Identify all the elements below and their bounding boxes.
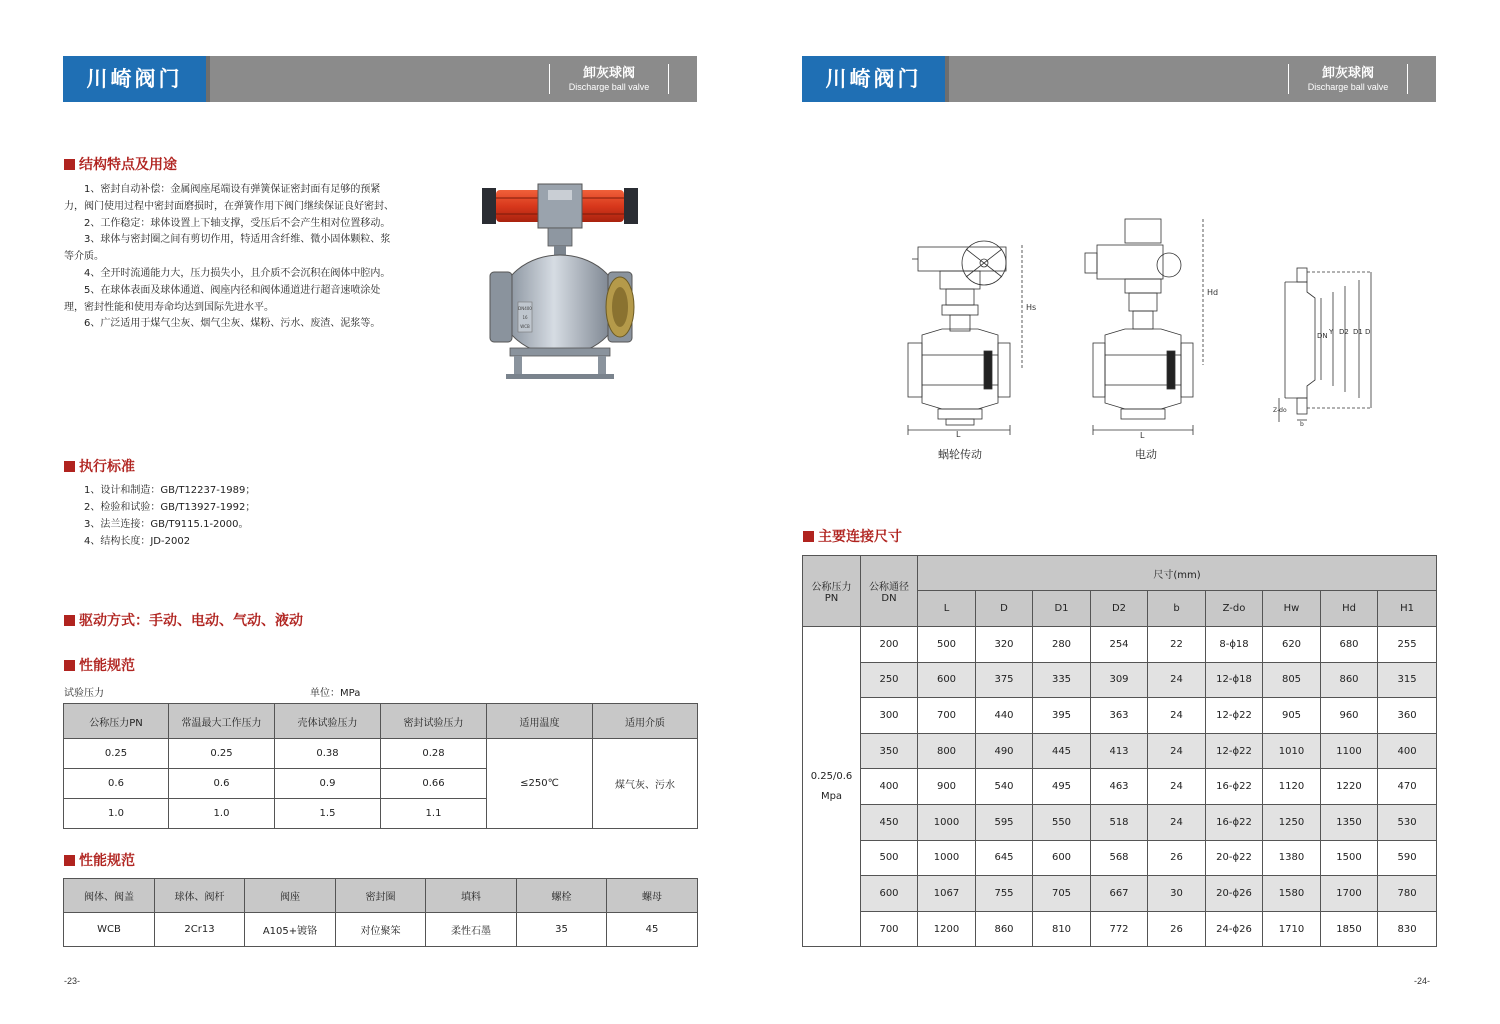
table-cell: 1380 <box>1263 840 1321 876</box>
table-cell: 0.6 <box>169 769 275 799</box>
table-cell: 905 <box>1263 698 1321 734</box>
features-heading: 结构特点及用途 <box>64 154 177 174</box>
diagram-label-l: L <box>1140 431 1145 440</box>
left-header-bar <box>63 56 697 102</box>
section-marker-icon <box>64 159 75 170</box>
table-cell: 595 <box>976 804 1033 840</box>
unit-label: 单位：MPa <box>310 688 361 699</box>
table-header: 公称压力PN <box>64 704 169 739</box>
table-cell: 315 <box>1378 662 1437 698</box>
standards-heading: 执行标准 <box>64 456 135 476</box>
materials-table <box>63 878 698 947</box>
table-cell: 1700 <box>1321 876 1378 912</box>
table-cell: 20-ϕ22 <box>1206 840 1263 876</box>
table-cell: 45 <box>607 913 698 947</box>
table-cell: 568 <box>1091 840 1148 876</box>
table-cell: 1220 <box>1321 769 1378 805</box>
left-header-cn: 卸灰球阀 <box>582 66 635 81</box>
table-cell: 1850 <box>1321 911 1378 947</box>
section-marker-icon <box>64 660 75 671</box>
feature-item: 1、密封自动补偿：金属阀座尾端设有弹簧保证密封面有足够的预紧力，阀门使用过程中密封面磨损时，在弹簧作用下阀门继续保证良好密封、 <box>64 184 394 212</box>
table-cell: 400 <box>1378 733 1437 769</box>
table-cell: 1.0 <box>169 799 275 829</box>
table-cell: 463 <box>1091 769 1148 805</box>
table-header: 适用温度 <box>487 704 593 739</box>
table-cell: 16-ϕ22 <box>1206 804 1263 840</box>
table-cell: 35 <box>517 913 607 947</box>
standards-list <box>64 482 399 550</box>
drive-heading: 驱动方式：手动、电动、气动、液动 <box>64 610 303 630</box>
table-cell: 1500 <box>1321 840 1378 876</box>
table-cell: 255 <box>1378 627 1437 663</box>
size-header: 尺寸(mm) <box>918 556 1437 591</box>
table-cell: 1.1 <box>381 799 487 829</box>
table-cell: 755 <box>976 876 1033 912</box>
table-cell: 360 <box>1378 698 1437 734</box>
section-marker-icon <box>803 531 814 542</box>
table-cell: 0.25 <box>64 739 169 769</box>
section-marker-icon <box>64 615 75 626</box>
table-cell: 1350 <box>1321 804 1378 840</box>
column-header: Hw <box>1263 591 1321 627</box>
table-cell: 530 <box>1378 804 1437 840</box>
table-cell: 500 <box>918 627 976 663</box>
table-row <box>803 662 1437 698</box>
page-number: -23- <box>64 976 81 986</box>
dn-header: 公称通径DN <box>861 556 918 627</box>
table-row <box>803 698 1437 734</box>
table-cell: 445 <box>1033 733 1091 769</box>
table-cell: 254 <box>1091 627 1148 663</box>
table-row <box>803 733 1437 769</box>
table-row <box>803 876 1437 912</box>
table-cell: 309 <box>1091 662 1148 698</box>
table-cell: 20-ϕ26 <box>1206 876 1263 912</box>
table-cell: 2Cr13 <box>155 913 245 947</box>
column-header: Hd <box>1321 591 1378 627</box>
right-header-cn: 卸灰球阀 <box>1321 66 1374 81</box>
flange-label: Z-do <box>1273 407 1287 414</box>
table-cell: 24-ϕ26 <box>1206 911 1263 947</box>
table-cell: 1010 <box>1263 733 1321 769</box>
table-cell: 772 <box>1091 911 1148 947</box>
dn-cell: 250 <box>861 662 918 698</box>
flange-label: D1 <box>1353 328 1363 336</box>
right-brand-title: 川崎阀门 <box>802 56 945 102</box>
table-cell: 600 <box>1033 840 1091 876</box>
standard-item: 3、法兰连接：GB/T9115.1-2000。 <box>84 519 249 530</box>
photo-marking: 16 <box>522 315 528 320</box>
dn-cell: 350 <box>861 733 918 769</box>
table-header: 常温最大工作压力 <box>169 704 275 739</box>
dn-cell: 200 <box>861 627 918 663</box>
table-cell: 0.9 <box>275 769 381 799</box>
diagram-label-l: L <box>956 430 961 439</box>
right-header-title <box>1288 64 1408 94</box>
feature-item: 6、广泛适用于煤气尘灰、烟气尘灰、煤粉、污水、废渣、泥浆等。 <box>84 318 381 330</box>
left-header-en: Discharge ball valve <box>568 82 650 92</box>
column-header: D1 <box>1033 591 1091 627</box>
column-header: L <box>918 591 976 627</box>
table-row <box>803 804 1437 840</box>
performance-table <box>63 703 698 829</box>
left-brand-title: 川崎阀门 <box>63 56 206 102</box>
dn-cell: 300 <box>861 698 918 734</box>
standard-item: 1、设计和制造：GB/T12237-1989； <box>84 485 256 496</box>
table-cell: 590 <box>1378 840 1437 876</box>
flange-label: D2 <box>1339 328 1349 336</box>
table-cell: 0.25 <box>169 739 275 769</box>
table-cell: 12-ϕ22 <box>1206 698 1263 734</box>
table-header: 螺母 <box>607 879 698 913</box>
table-cell: 0.6 <box>64 769 169 799</box>
table-cell: 30 <box>1148 876 1206 912</box>
dn-cell: 450 <box>861 804 918 840</box>
table-cell: 柔性石墨 <box>426 913 517 947</box>
table-cell: 24 <box>1148 698 1206 734</box>
left-header-title <box>549 64 669 94</box>
table-header-row <box>64 879 698 913</box>
flange-label: DN <box>1317 332 1328 340</box>
table-header-row <box>803 556 1437 591</box>
table-cell: 495 <box>1033 769 1091 805</box>
table-cell: 280 <box>1033 627 1091 663</box>
performance-heading: 性能规范 <box>64 655 135 675</box>
feature-item: 2、工作稳定：球体设置上下轴支撑，受压后不会产生相对位置移动。 <box>84 217 391 229</box>
flange-label: Y <box>1329 328 1334 336</box>
electric-diagram <box>1085 215 1225 440</box>
table-cell: 24 <box>1148 662 1206 698</box>
table-cell: A105+镀铬 <box>245 913 336 947</box>
table-header: 适用介质 <box>593 704 698 739</box>
table-cell: 680 <box>1321 627 1378 663</box>
table-cell: 1.5 <box>275 799 381 829</box>
table-cell: 800 <box>918 733 976 769</box>
column-header: Z-do <box>1206 591 1263 627</box>
table-cell: 0.38 <box>275 739 381 769</box>
table-cell: 440 <box>976 698 1033 734</box>
table-row <box>803 840 1437 876</box>
flange-diagram <box>1275 262 1385 427</box>
table-cell: 1000 <box>918 840 976 876</box>
table-row <box>803 627 1437 663</box>
table-cell: 0.66 <box>381 769 487 799</box>
table-row <box>64 913 698 947</box>
flange-label: D <box>1365 328 1371 336</box>
table-cell: 860 <box>1321 662 1378 698</box>
table-cell: 395 <box>1033 698 1091 734</box>
pn-header: 公称压力PN <box>803 556 861 627</box>
worm-gear-caption: 蜗轮传动 <box>938 448 982 461</box>
table-cell: 1580 <box>1263 876 1321 912</box>
table-cell: 810 <box>1033 911 1091 947</box>
pressure-value: 0.25/0.6 <box>810 770 853 782</box>
pressure-unit: Mpa <box>820 790 843 802</box>
table-cell: 1.0 <box>64 799 169 829</box>
table-cell: 960 <box>1321 698 1378 734</box>
dimensions-table <box>802 555 1437 947</box>
table-cell: 24 <box>1148 804 1206 840</box>
temperature-cell: ≤250℃ <box>487 739 593 829</box>
dn-cell: 400 <box>861 769 918 805</box>
table-cell: 830 <box>1378 911 1437 947</box>
table-cell: 470 <box>1378 769 1437 805</box>
pressure-cell <box>803 627 861 947</box>
table-cell: 1100 <box>1321 733 1378 769</box>
diagram-label-hd: Hd <box>1207 288 1219 297</box>
table-row <box>803 911 1437 947</box>
page-number: -24- <box>1414 976 1431 986</box>
right-header-bar <box>802 56 1436 102</box>
feature-item: 5、在球体表面及球体通道、阀座内径和阀体通道进行超音速喷涂处理，密封性能和使用寿命均达到国际先进水平。 <box>64 284 381 313</box>
table-header: 球体、阀杆 <box>155 879 245 913</box>
column-header: D2 <box>1091 591 1148 627</box>
table-cell: 16-ϕ22 <box>1206 769 1263 805</box>
table-cell: 24 <box>1148 733 1206 769</box>
table-row <box>803 769 1437 805</box>
materials-heading: 性能规范 <box>64 850 135 870</box>
section-marker-icon <box>64 855 75 866</box>
table-cell: 1120 <box>1263 769 1321 805</box>
table-cell: 860 <box>976 911 1033 947</box>
table-cell: 667 <box>1091 876 1148 912</box>
table-cell: 335 <box>1033 662 1091 698</box>
table-row <box>64 739 698 769</box>
table-cell: 1067 <box>918 876 976 912</box>
table-cell: 1000 <box>918 804 976 840</box>
electric-caption: 电动 <box>1135 448 1157 461</box>
table-cell: 1250 <box>1263 804 1321 840</box>
table-cell: 375 <box>976 662 1033 698</box>
features-list <box>64 182 399 333</box>
diagram-label-hs: Hs <box>1026 303 1037 312</box>
photo-marking: WCB <box>520 324 530 329</box>
table-cell: 413 <box>1091 733 1148 769</box>
table-cell: 550 <box>1033 804 1091 840</box>
table-cell: 805 <box>1263 662 1321 698</box>
table-cell: 600 <box>918 662 976 698</box>
right-header-en: Discharge ball valve <box>1307 82 1389 92</box>
standard-item: 2、检验和试验：GB/T13927-1992； <box>84 502 256 513</box>
flange-label: b <box>1300 421 1304 428</box>
table-cell: 490 <box>976 733 1033 769</box>
table-cell: 24 <box>1148 769 1206 805</box>
column-header: D <box>976 591 1033 627</box>
table-header: 阀座 <box>245 879 336 913</box>
column-header: H1 <box>1378 591 1437 627</box>
table-cell: 518 <box>1091 804 1148 840</box>
table-header: 填料 <box>426 879 517 913</box>
table-header: 密封试验压力 <box>381 704 487 739</box>
table-cell: 540 <box>976 769 1033 805</box>
table-header: 阀体、阀盖 <box>64 879 155 913</box>
table-cell: 0.28 <box>381 739 487 769</box>
column-header: b <box>1148 591 1206 627</box>
table-cell: 26 <box>1148 911 1206 947</box>
feature-item: 3、球体与密封圈之间有剪切作用，特适用含纤维、微小固体颗粒、浆等介质。 <box>64 234 391 263</box>
table-cell: 1200 <box>918 911 976 947</box>
dn-cell: 700 <box>861 911 918 947</box>
table-cell: 对位聚笨 <box>336 913 426 947</box>
table-cell: 705 <box>1033 876 1091 912</box>
table-cell: 26 <box>1148 840 1206 876</box>
table-header: 壳体试验压力 <box>275 704 381 739</box>
table-cell: 780 <box>1378 876 1437 912</box>
test-pressure-label: 试验压力 <box>64 688 104 699</box>
worm-gear-diagram <box>902 225 1052 440</box>
right-page <box>750 0 1500 1024</box>
table-cell: WCB <box>64 913 155 947</box>
dimensions-heading: 主要连接尺寸 <box>803 526 902 546</box>
table-cell: 8-ϕ18 <box>1206 627 1263 663</box>
section-marker-icon <box>64 461 75 472</box>
valve-photo <box>478 180 643 380</box>
table-header: 密封圈 <box>336 879 426 913</box>
table-cell: 320 <box>976 627 1033 663</box>
feature-item: 4、全开时流通能力大，压力损失小，且介质不会沉积在阀体中腔内。 <box>84 267 391 279</box>
dn-cell: 600 <box>861 876 918 912</box>
standard-item: 4、结构长度：JD-2002 <box>84 536 191 547</box>
table-cell: 1710 <box>1263 911 1321 947</box>
table-cell: 12-ϕ22 <box>1206 733 1263 769</box>
table-cell: 700 <box>918 698 976 734</box>
table-cell: 900 <box>918 769 976 805</box>
table-header-row <box>64 704 698 739</box>
medium-cell: 煤气灰、污水 <box>593 739 698 829</box>
table-header: 螺栓 <box>517 879 607 913</box>
table-cell: 22 <box>1148 627 1206 663</box>
table-cell: 645 <box>976 840 1033 876</box>
dn-cell: 500 <box>861 840 918 876</box>
table-cell: 620 <box>1263 627 1321 663</box>
table-cell: 363 <box>1091 698 1148 734</box>
photo-marking: DN400 <box>518 306 532 311</box>
table-cell: 12-ϕ18 <box>1206 662 1263 698</box>
